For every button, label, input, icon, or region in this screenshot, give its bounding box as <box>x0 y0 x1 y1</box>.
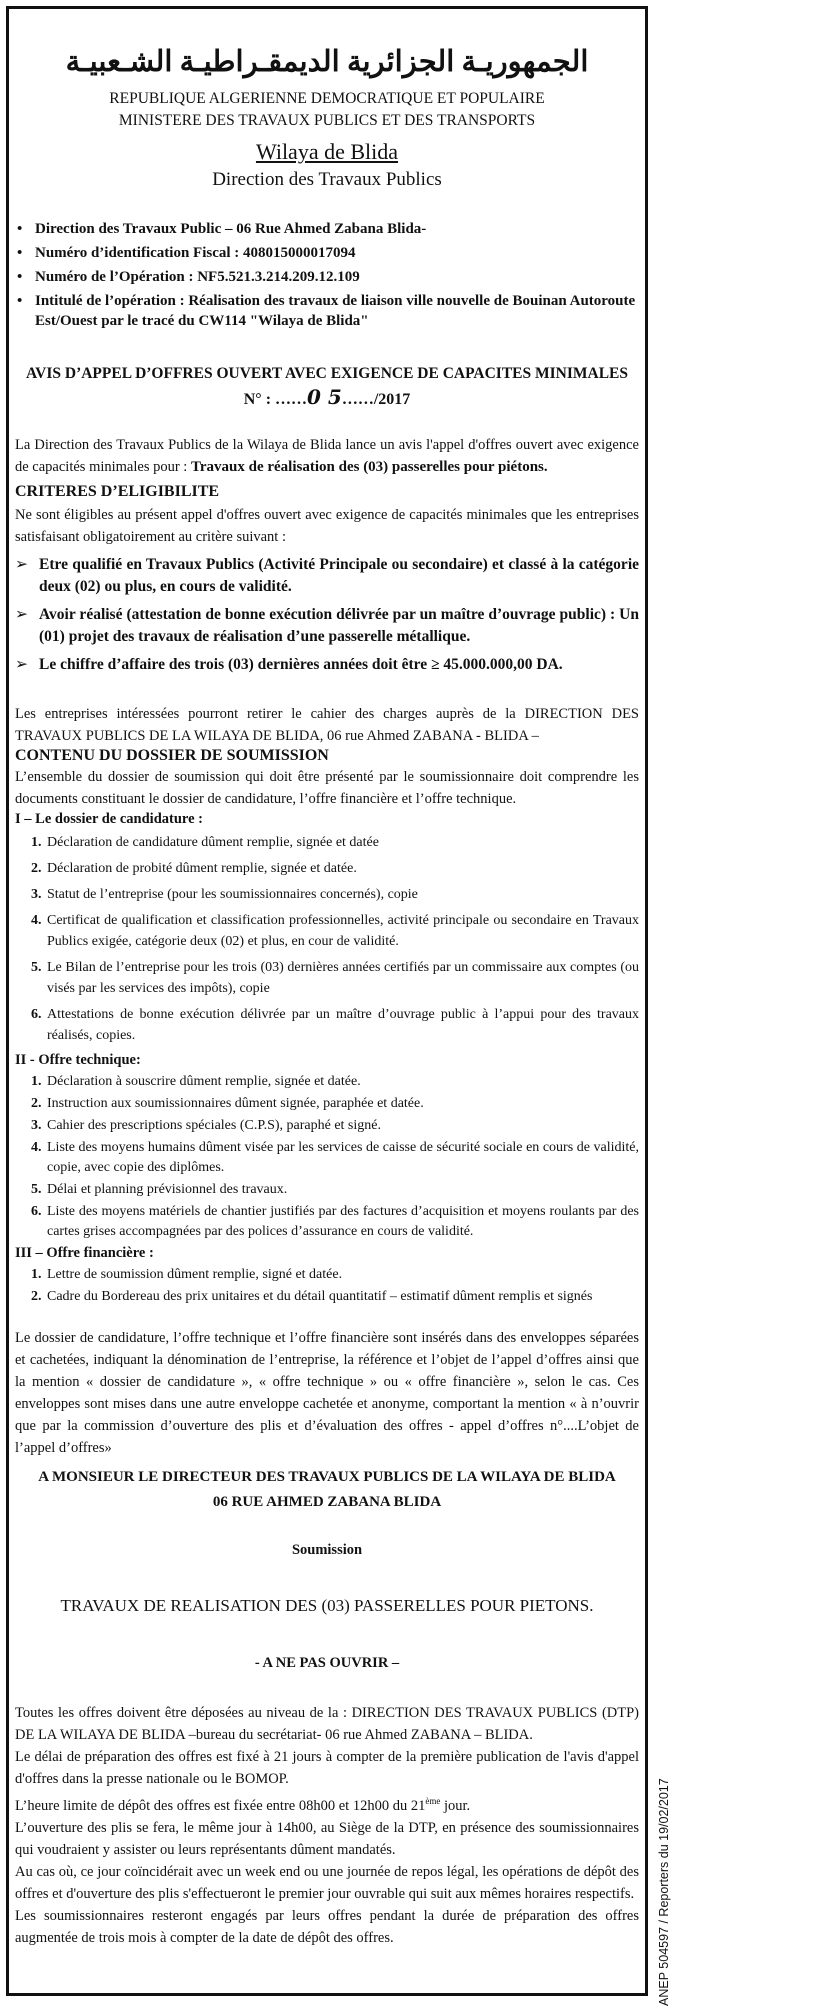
publication-reference <box>654 1760 674 2006</box>
arabic-title: الجمهوريـة الجزائرية الديمقـراطيـة الشـعبيـة <box>65 46 589 78</box>
financiere-heading: III – Offre financière : <box>15 1245 154 1261</box>
envelope-soumission: Soumission <box>291 1542 363 1558</box>
list-item: 6. Liste des moyens matériels de chantier justifiés par des factures d’acquisition et moyens roulants par des cartes grises accompagnées par des polices d’assurance en cours de validité. <box>31 1204 639 1239</box>
closing-p2: Le délai de préparation des offres est fixé à 21 jours à compter de la première publication de l'avis d'appel d'offres dans la presse nationale ou le BOMOP. <box>15 1749 639 1787</box>
closing-p3: L’heure limite de dépôt des offres est fixée entre 08h00 et 12h00 du 21ème jour. <box>15 1796 471 1814</box>
retrait-paragraph: Les entreprises intéressées pourront retirer le cahier des charges auprès de la DIRECTION DES TRAVAUX PUBLICS DE LA WILAYA DE BLIDA, 06 rue Ahmed ZABANA - BLIDA – <box>15 706 639 744</box>
closing-p6: Les soumissionnaires resteront engagés par leurs offres pendant la durée de préparation des offres augmentée de trois mois à compter de la date de dépôt des offres. <box>15 1907 639 1946</box>
technique-heading: II - Offre technique: <box>15 1052 141 1068</box>
list-item: 1. Déclaration à souscrire dûment remplie, signée et datée. <box>31 1074 361 1089</box>
closing-p4: L’ouverture des plis se fera, le même jour à 14h00, au Siège de la DTP, en présence des soumissionnaires qui voudraient y assister ou leurs représentants dûment mandatés. <box>15 1819 639 1858</box>
envelope-addressee: A MONSIEUR LE DIRECTEUR DES TRAVAUX PUBLICS DE LA WILAYA DE BLIDA <box>38 1469 616 1485</box>
enveloppes-paragraph: Le dossier de candidature, l’offre technique et l’offre financière sont insérés dans des enveloppes séparées et cachetées, indiquant la dénomination de l’entreprise, la référence et l’objet de l’appel d’offres ainsi que la mention « dossier de candidature », « offre technique » ou « offre financière », selon le cas. Ces enveloppes sont mises dans une autre enveloppe cachetée et anonyme, comportant la mention « à n’ouvrir que par la commission d’ouverture des plis et d’évaluation des offres - appel d’offres n°....L’objet de l’appel d’offres» <box>15 1330 639 1456</box>
intro-paragraph <box>15 434 639 478</box>
criteres-list <box>15 554 639 682</box>
intro-text: La Direction des Travaux Publics de la Wilaya de Blida lance un avis l'appel d'offres ouvert avec exigence de capacités minimales pour : <box>15 437 639 475</box>
list-item: 3. Cahier des prescriptions spéciales (C.P.S), paraphé et signé. <box>31 1118 381 1133</box>
list-item: 2. Instruction aux soumissionnaires dûment signée, paraphée et datée. <box>31 1096 424 1111</box>
financiere-list <box>15 1265 639 1309</box>
avis-number <box>9 386 645 411</box>
list-item: 1. Déclaration de candidature dûment remplie, signée et datée <box>31 835 379 850</box>
info-list <box>15 219 639 335</box>
critere-item: ➢ Etre qualifié en Travaux Publics (Activité Principale ou secondaire) et classé à la catégorie deux (02) ou plus, en cours de validité. <box>15 554 639 598</box>
list-item: 1. Lettre de soumission dûment remplie, signé et datée. <box>31 1267 343 1282</box>
info-item-nif: • Numéro d’identification Fiscal : 408015000017094 <box>15 243 639 263</box>
contenu-text: L’ensemble du dossier de soumission qui doit être présenté par le soumissionnaire doit comprendre les documents constituant le dossier de candidature, l’offre financière et l’offre technique. <box>15 769 639 807</box>
republic-line: REPUBLIQUE ALGERIENNE DEMOCRATIQUE ET POPULAIRE <box>109 90 545 107</box>
publication-reference-text: ANEP 504597 / Reporters du 19/02/2017 <box>657 1778 671 2006</box>
list-item: 4. Certificat de qualification et classification professionnelles, activité principale ou secondaire en Travaux Publics exigée, catégorie deux (02) et plus, en cour de validité. <box>31 913 639 949</box>
info-item-operation-number: • Numéro de l’Opération : NF5.521.3.214.209.12.109 <box>15 267 639 287</box>
direction-title: Direction des Travaux Publics <box>212 169 442 190</box>
avis-number-suffix: ……/2017 <box>341 391 411 408</box>
ministry-line: MINISTERE DES TRAVAUX PUBLICS ET DES TRANSPORTS <box>118 112 536 129</box>
envelope-objet: TRAVAUX DE REALISATION DES (03) PASSERELLES POUR PIETONS. <box>60 1596 594 1615</box>
candidature-list <box>15 832 639 1051</box>
technique-list <box>15 1072 639 1244</box>
list-item: 5. Délai et planning prévisionnel des travaux. <box>31 1182 288 1197</box>
criteres-heading: CRITERES D’ELIGIBILITE <box>15 483 220 500</box>
wilaya-title: Wilaya de Blida <box>255 139 399 164</box>
envelope-address: 06 RUE AHMED ZABANA BLIDA <box>212 1494 442 1510</box>
closing-p5: Au cas où, ce jour coïncidérait avec un week end ou une journée de repos légal, les opérations de dépôt des offres et d'ouverture des plis s'effectueront le premier jour ouvrable qui suit aux mêmes horaires respectifs. <box>15 1863 639 1902</box>
avis-title: AVIS D’APPEL D’OFFRES OUVERT AVEC EXIGENCE DE CAPACITES MINIMALES <box>25 365 629 382</box>
envelope-ne-pas-ouvrir: - A NE PAS OUVRIR – <box>254 1655 400 1671</box>
closing-paragraphs <box>15 1702 639 1949</box>
info-item-operation-title: • Intitulé de l’opération : Réalisation des travaux de liaison ville nouvelle de Bouinan Autoroute Est/Ouest par le tracé du CW114 "Wilaya de Blida" <box>15 291 639 331</box>
contenu-heading: CONTENU DU DOSSIER DE SOUMISSION <box>15 747 329 764</box>
list-item: 6. Attestations de bonne exécution délivrée par un maître d’ouvrage public à l’appui pour des travaux réalisés, copies. <box>31 1007 639 1043</box>
intro-object: Travaux de réalisation des (03) passerelles pour piétons. <box>190 459 548 475</box>
closing-p1: Toutes les offres doivent être déposées au niveau de la : DIRECTION DES TRAVAUX PUBLICS (DTP) DE LA WILAYA DE BLIDA –bureau du secrétariat- 06 rue Ahmed ZABANA – BLIDA. <box>15 1705 639 1743</box>
criteres-text: Ne sont éligibles au présent appel d'offres ouvert avec exigence de capacités minimales que les entreprises satisfaisant obligatoirement au critère suivant : <box>15 507 639 545</box>
list-item: 5. Le Bilan de l’entreprise pour les trois (03) dernières années certifiés par un commissaire aux comptes (ou visés par les services des impôts), copie <box>31 960 639 996</box>
candidature-heading: I – Le dossier de candidature : <box>15 811 203 827</box>
critere-item: ➢ Avoir réalisé (attestation de bonne exécution délivrée par un maître d’ouvrage public) : Un (01) projet des travaux de réalisation d’une passerelle métallique. <box>15 604 639 648</box>
list-item: 2. Déclaration de probité dûment remplie, signée et datée. <box>31 861 357 876</box>
avis-number-handwritten: 0 5 <box>307 385 342 409</box>
list-item: 3. Statut de l’entreprise (pour les soumissionnaires concernés), copie <box>31 887 418 902</box>
info-item-direction: • Direction des Travaux Public – 06 Rue Ahmed Zabana Blida- <box>15 219 639 239</box>
announcement-frame <box>6 6 648 1996</box>
list-item: 2. Cadre du Bordereau des prix unitaires et du détail quantitatif – estimatif dûment remplis et signés <box>31 1289 593 1304</box>
avis-number-prefix: N° : …… <box>243 391 308 408</box>
critere-item: ➢ Le chiffre d’affaire des trois (03) dernières années doit être ≥ 45.000.000,00 DA. <box>15 654 639 676</box>
list-item: 4. Liste des moyens humains dûment visée par les services de caisse de sécurité sociale en cours de validité, copie, avec copie des diplômes. <box>31 1140 639 1175</box>
